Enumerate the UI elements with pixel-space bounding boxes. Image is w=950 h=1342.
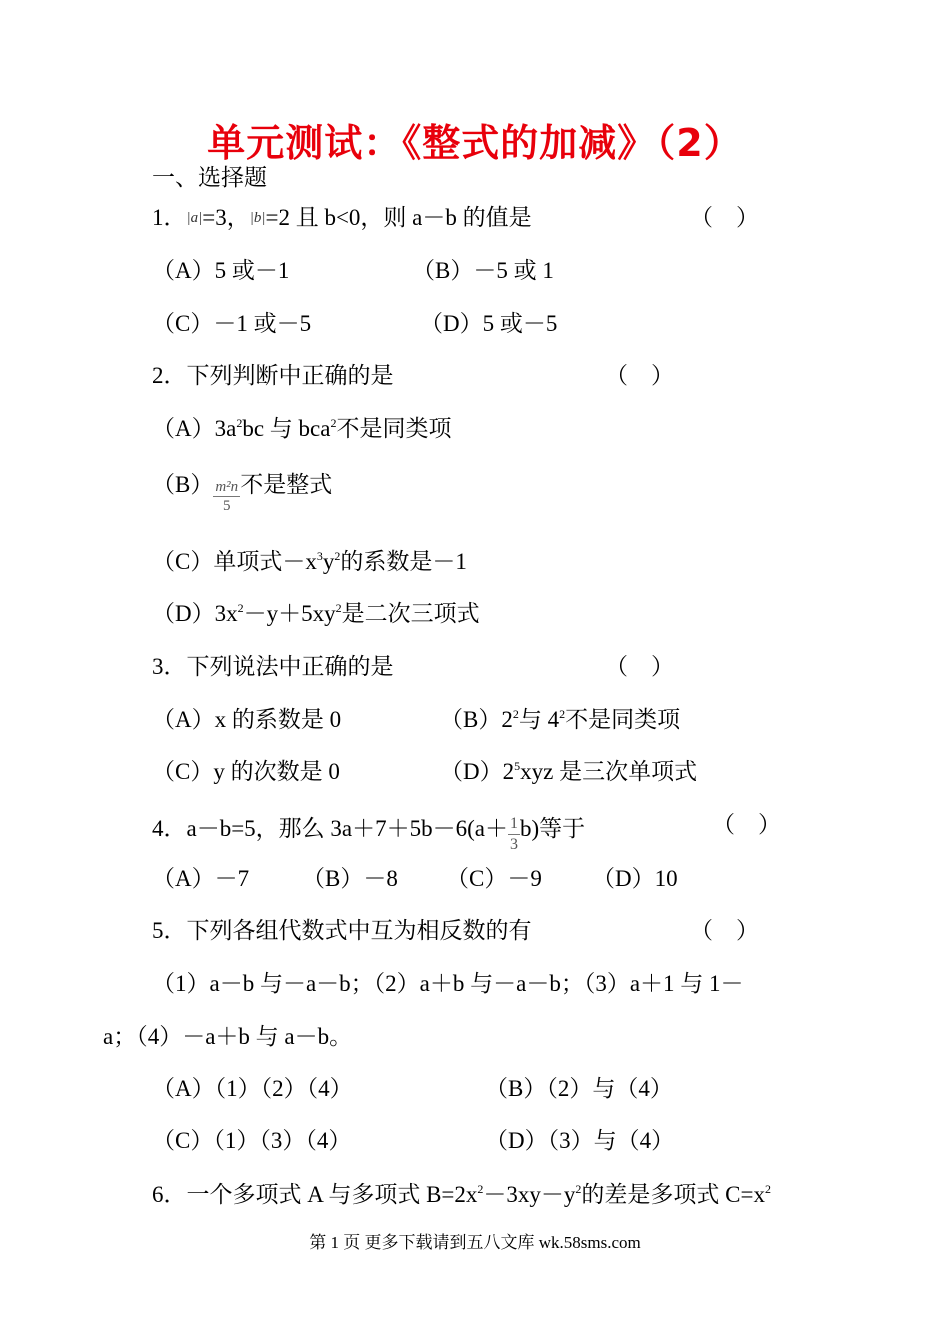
question-4: 4．a－b=5，那么 3a＋7＋5b－6(a＋ $\frac{1}{3}$ b)等于 <box>152 815 586 853</box>
answer-bracket-1: （ ） <box>690 205 759 230</box>
question-5: 5．下列各组代数式中互为相反数的有 <box>152 918 532 943</box>
answer-bracket-4: （ ） <box>712 812 781 837</box>
page-title: 单元测试：《整式的加减》（2） <box>207 121 743 165</box>
q2-option-b: （B） $\frac{\text{m²n}}{5}$ 不是整式 <box>152 471 333 514</box>
q5-option-a: （A）（1）（2）（4） <box>152 1076 353 1101</box>
fraction: $\frac{\text{m²n}}{5}$ <box>215 479 239 514</box>
abs-a-formula: |a| <box>186 210 203 226</box>
q1-option-c: （C）－1 或－5 <box>152 311 312 336</box>
q5-statement-line-2: a；（4）－a＋b 与 a－b。 <box>103 1024 353 1049</box>
question-6: 6．一个多项式 A 与多项式 $B=2x^2-3xy-y^2$的差是多项式 $C=x^2$ <box>152 1182 771 1207</box>
q3-option-c: （C）y 的次数是 0 <box>152 759 340 784</box>
page-footer: 第 1 页 更多下载请到五八文库 wk.58sms.com <box>309 1233 641 1252</box>
q2-option-d: $(D)3x^2-y+5xy^2$是二次三项式 <box>152 601 480 626</box>
q1-option-d: （D）5 或－5 <box>420 311 558 336</box>
q1-option-a: （A）5 或－1 <box>152 258 290 283</box>
answer-bracket-3: （ ） <box>605 654 674 679</box>
section-heading: 一、选择题 <box>152 165 267 190</box>
q5-option-c: （C）（1）（3）（4） <box>152 1128 352 1153</box>
answer-bracket-2: （ ） <box>605 363 674 388</box>
fraction-one-third: $\frac{1}{3}$ <box>510 815 519 853</box>
q4-option-b: （B）－8 <box>302 866 398 891</box>
q4-option-d: （D）10 <box>592 866 678 891</box>
abs-b-formula: |b| <box>249 210 266 226</box>
q4-option-c: （C）－9 <box>446 866 542 891</box>
q5-statement-line-1: （1）a－b 与－a－b；（2）a＋b 与－a－b；（3）a＋1 与 1－ <box>152 971 744 996</box>
q3-option-b: $(B)2^2$与 $4^2$不是同类项 <box>440 707 681 732</box>
q2-option-c: （C）单项式$-x^3y^2$的系数是－1 <box>152 549 467 574</box>
q1-option-b: （B）－5 或 1 <box>412 258 554 283</box>
q2-option-a: $(A)3a^2bc$ 与 bca$^2$不是同类项 <box>152 416 452 441</box>
q5-option-d: （D）（3）与（4） <box>485 1128 675 1153</box>
answer-bracket-5: （ ） <box>690 918 759 943</box>
q3-option-d: $(D)2^5xyz$ 是三次单项式 <box>440 759 698 784</box>
question-2: 2．下列判断中正确的是 <box>152 363 394 388</box>
q5-option-b: （B）（2）与（4） <box>485 1076 673 1101</box>
q3-option-a: （A）x 的系数是 0 <box>152 707 342 732</box>
q4-option-a: （A）－7 <box>152 866 250 891</box>
question-1: 1．|a|=3，|b|=2 且 b<0，则 a－b 的值是 <box>152 205 532 230</box>
question-3: 3．下列说法中正确的是 <box>152 654 394 679</box>
